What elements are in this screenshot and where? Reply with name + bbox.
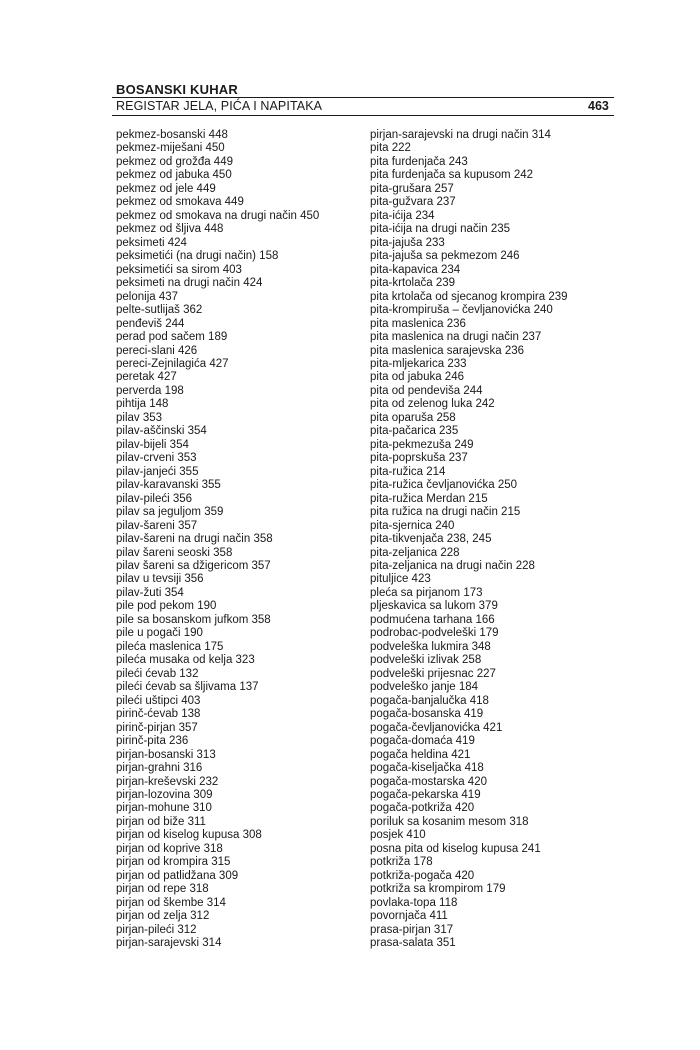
index-entry: pekmez-miješani 450 <box>116 142 225 155</box>
index-entry: pogača-kiseljačka 418 <box>370 762 484 775</box>
index-entry: pirjan-bosanski 313 <box>116 748 216 761</box>
index-entry: pirjan od repe 318 <box>116 883 209 896</box>
index-entry: pita 222 <box>370 142 411 155</box>
index-entry: pita-grušara 257 <box>370 182 454 195</box>
index-entry: pilav-karavanski 355 <box>116 479 221 492</box>
index-entry: pogača-domaća 419 <box>370 735 475 748</box>
index-entry: pogača-čevljanovićka 421 <box>370 721 503 734</box>
index-entry: pita-pekmezuša 249 <box>370 438 474 451</box>
index-entry: pileća musaka od kelja 323 <box>116 654 255 667</box>
index-entry: pilav 353 <box>116 411 163 424</box>
index-entry: pekmez od smokava 449 <box>116 196 244 209</box>
index-entry: pilav-janjeći 355 <box>116 465 199 478</box>
index-entry: potkriža 178 <box>370 856 433 869</box>
index-entry: pirjan od koprive 318 <box>116 842 223 855</box>
index-entry: pita-ićija na drugi način 235 <box>370 223 511 236</box>
index-entry: peksimetići (na drugi način) 158 <box>116 250 279 263</box>
index-entry: pirinč-pirjan 357 <box>116 721 198 734</box>
index-entry: pirjan od kiselog kupusa 308 <box>116 829 262 842</box>
header-rule-top <box>112 97 614 98</box>
index-entry: pilav-bijeli 354 <box>116 438 189 451</box>
index-entry: pilav-pileći 356 <box>116 492 193 505</box>
index-entry: pirjan-kreševski 232 <box>116 775 219 788</box>
index-entry: pirjan-sarajevski 314 <box>116 937 222 950</box>
page-number: 463 <box>588 99 609 113</box>
index-entry: pita-mljekarica 233 <box>370 357 467 370</box>
index-entry: pirjan-mohune 310 <box>116 802 212 815</box>
index-entry: pilav šareni sa džigericom 357 <box>116 560 271 572</box>
index-entry: pita maslenica na drugi način 237 <box>370 331 542 344</box>
index-entry: pelte-sutlijaš 362 <box>116 304 203 317</box>
index-entry: pita-ićija 234 <box>370 209 435 222</box>
section-title: REGISTAR JELA, PIĆA I NAPITAKA <box>116 99 323 113</box>
index-entry: pita krtolača od sjecanog krompira 239 <box>370 290 568 303</box>
index-entry: pogača-potkriža 420 <box>370 802 475 815</box>
index-entry: potkriža-pogača 420 <box>370 869 475 882</box>
index-entry: pita-kapavica 234 <box>370 263 461 276</box>
index-entry: pilav sa jeguljom 359 <box>116 506 224 519</box>
index-entry: peksimeti 424 <box>116 236 187 249</box>
index-entry: pilav-šareni na drugi način 358 <box>116 533 273 546</box>
index-entry: pilav šareni seoski 358 <box>116 546 233 559</box>
index-entry: pleća sa pirjanom 173 <box>370 586 483 599</box>
index-entry: pituljice 423 <box>370 573 431 586</box>
index-entry: pileći uštipci 403 <box>116 694 201 707</box>
index-entry: pita furdenjača sa kupusom 242 <box>370 169 534 182</box>
index-entry: penđeviš 244 <box>116 317 185 330</box>
index-entry: pirjan od škembe 314 <box>116 896 226 909</box>
index-entry: pirjan od zelja 312 <box>116 910 210 923</box>
index-entry: podmućena tarhana 166 <box>370 613 495 626</box>
index-entry: potkriža sa krompirom 179 <box>370 883 506 896</box>
index-entry: pita-poprskuša 237 <box>370 452 468 465</box>
index-entry: pita-jajuša sa pekmezom 246 <box>370 250 520 263</box>
index-entry: prasa-pirjan 317 <box>370 923 454 936</box>
index-entry: pekmez od jabuka 450 <box>116 169 232 182</box>
index-entry: peretak 427 <box>116 371 177 384</box>
index-entry: podveleški prijesnac 227 <box>370 667 496 680</box>
index-entry: pile u pogači 190 <box>116 627 203 640</box>
index-entry: pirinč-pita 236 <box>116 735 189 748</box>
index-entry: pirjan od krompira 315 <box>116 856 231 869</box>
index-entry: pereci-Zejnilagića 427 <box>116 357 229 370</box>
index-entry: pilav-aščinski 354 <box>116 425 207 438</box>
index-entry: pita ružica na drugi način 215 <box>370 506 521 519</box>
index-entry: podveleška lukmira 348 <box>370 640 491 653</box>
index-entry: pogača-banjalučka 418 <box>370 694 489 707</box>
index-entry: pita-zeljanica na drugi način 228 <box>370 560 535 572</box>
index-entry: pita-ružica čevljanovićka 250 <box>370 479 518 492</box>
index-entry: pileći ćevab 132 <box>116 667 199 680</box>
index-entry: pereci-slani 426 <box>116 344 198 357</box>
index-entry: pogača-bosanska 419 <box>370 708 484 721</box>
index-entry: peksimetići sa sirom 403 <box>116 263 242 276</box>
index-entry: pita furdenjača 243 <box>370 155 468 168</box>
index-entry: pilav-žuti 354 <box>116 586 184 599</box>
index-entry: pita-pačarica 235 <box>370 425 459 438</box>
index-entry: pita-jajuša 233 <box>370 236 445 249</box>
index-entry: posna pita od kiselog kupusa 241 <box>370 842 541 855</box>
index-entry: pilav u tevsiji 356 <box>116 573 204 586</box>
index-entry: pljeskavica sa lukom 379 <box>370 600 498 613</box>
index-entry: pita-tikvenjača 238, 245 <box>370 533 492 546</box>
index-entry: perverda 198 <box>116 384 184 397</box>
index-entry: pile pod pekom 190 <box>116 600 217 613</box>
index-entry: poriluk sa kosanim mesom 318 <box>370 815 529 828</box>
index-entry: perad pod sačem 189 <box>116 331 228 344</box>
index-entry: pita maslenica 236 <box>370 317 466 330</box>
index-entry: pekmez-bosanski 448 <box>116 129 228 141</box>
index-entry: pirjan-pileći 312 <box>116 923 197 936</box>
index-entry: pekmez od smokava na drugi način 450 <box>116 209 320 222</box>
index-entry: pelonija 437 <box>116 290 179 303</box>
index-entry: povlaka-topa 118 <box>370 896 458 909</box>
index-entry: pirjan od biže 311 <box>116 815 206 828</box>
index-entry: pileći ćevab sa šljivama 137 <box>116 681 259 694</box>
index-column-right <box>370 129 614 951</box>
index-entry: pileća maslenica 175 <box>116 640 224 653</box>
index-entry: podrobac-podveleški 179 <box>370 627 499 640</box>
index-entry: pita-sjernica 240 <box>370 519 455 532</box>
index-entry: podveleški izlivak 258 <box>370 654 482 667</box>
index-entry: podveleško janje 184 <box>370 681 479 694</box>
index-entry: pita-krtolača 239 <box>370 277 456 290</box>
index-entry: pita maslenica sarajevska 236 <box>370 344 525 357</box>
index-entry: pita-ružica Merdan 215 <box>370 492 488 505</box>
index-entry: pirjan od patlidžana 309 <box>116 869 239 882</box>
index-column-left <box>116 129 356 951</box>
index-entry: posjek 410 <box>370 829 426 842</box>
index-entry: pirjan-sarajevski na drugi način 314 <box>370 129 551 141</box>
index-entry: peksimeti na drugi način 424 <box>116 277 263 290</box>
index-entry: pirinč-ćevab 138 <box>116 708 201 721</box>
index-entry: pirjan-grahni 316 <box>116 762 203 775</box>
index-entry: pita od pendeviša 244 <box>370 384 483 397</box>
index-entry: pita-zeljanica 228 <box>370 546 460 559</box>
index-entry: pita od jabuka 246 <box>370 371 464 384</box>
index-entry: pogača-mostarska 420 <box>370 775 487 788</box>
index-entry: pita-krompiruša – čevljanovićka 240 <box>370 304 553 317</box>
index-entry: pilav-crveni 353 <box>116 452 197 465</box>
index-entry: prasa-salata 351 <box>370 937 456 950</box>
header-rule-bottom <box>112 115 614 116</box>
index-entry: pekmez od šljiva 448 <box>116 223 224 236</box>
index-entry: pirjan-lozovina 309 <box>116 788 213 801</box>
index-entry: pekmez od grožđa 449 <box>116 155 233 168</box>
index-entry: pita oparuša 258 <box>370 411 456 424</box>
book-title: BOSANSKI KUHAR <box>116 82 238 97</box>
index-entry: pita od zelenog luka 242 <box>370 398 495 411</box>
index-entry: pita-ružica 214 <box>370 465 446 478</box>
index-entry: pile sa bosanskom jufkom 358 <box>116 613 271 626</box>
index-entry: pilav-šareni 357 <box>116 519 198 532</box>
index-entry: pekmez od jele 449 <box>116 182 216 195</box>
index-entry: povornjača 411 <box>370 910 448 923</box>
index-entry: pihtija 148 <box>116 398 169 411</box>
index-entry: pogača heldina 421 <box>370 748 471 761</box>
index-entry: pita-gužvara 237 <box>370 196 456 209</box>
index-entry: pogača-pekarska 419 <box>370 788 481 801</box>
